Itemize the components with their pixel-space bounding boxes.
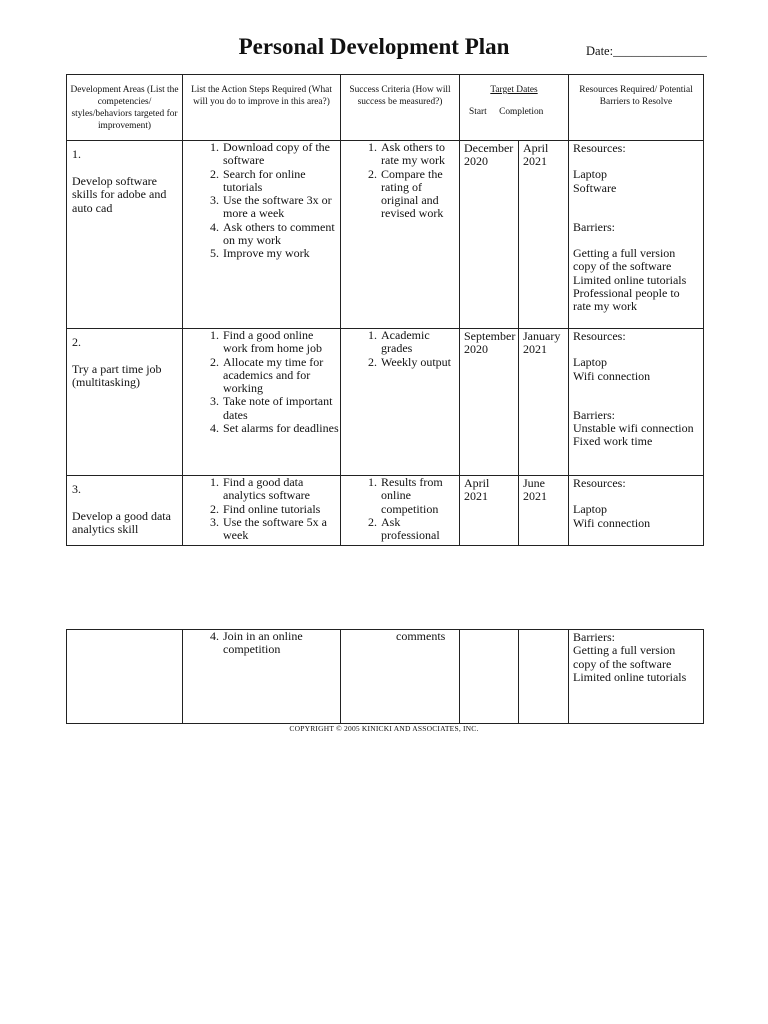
start-date-cell: April 2021	[460, 476, 519, 546]
barriers-label: Barriers:	[573, 630, 615, 644]
success-criteria-cell	[341, 476, 460, 546]
development-area-cell	[67, 630, 183, 724]
barrier-item: Limited online tutorials	[573, 272, 687, 287]
barriers-label: Barriers:	[573, 407, 615, 422]
success-criteria-cell	[341, 141, 460, 329]
development-area-cell	[67, 476, 183, 546]
action-steps-cell	[183, 476, 341, 546]
action-steps-cell	[183, 630, 341, 724]
resources-cell	[569, 141, 704, 329]
row-number: 3.	[72, 482, 81, 496]
criterion-continued: comments	[396, 629, 446, 643]
criterion: 2. Weekly output	[380, 356, 459, 369]
action-step: 1. Find a good data analytics software	[222, 476, 340, 503]
development-area-text: Try a part time job (multitasking)	[72, 362, 162, 390]
plan-table	[66, 74, 704, 546]
table-row	[67, 329, 704, 476]
header-resources: Resources Required/ Potential Barriers to Resolve	[569, 75, 704, 141]
action-step: 2. Allocate my time for academics and for working	[222, 356, 340, 396]
development-area-text: Develop a good data analytics skill	[72, 509, 171, 537]
criterion: 2. Compare the rating of original and revised work	[380, 168, 459, 221]
resources-cell	[569, 329, 704, 476]
criterion: 2. Ask professional	[380, 516, 459, 543]
barrier-item: Professional people to rate my work	[573, 286, 680, 314]
success-criteria-cell	[341, 630, 460, 724]
action-step: 5. Improve my work	[222, 247, 340, 260]
resource-item: Laptop	[573, 167, 607, 182]
action-step: 2. Search for online tutorials	[222, 168, 340, 195]
action-step: 1. Download copy of the software	[222, 141, 340, 168]
page-title: Personal Development Plan	[238, 34, 510, 59]
success-criteria-cell	[341, 329, 460, 476]
barrier-item: Unstable wifi connection	[573, 421, 694, 436]
target-dates-label: Target Dates	[490, 85, 538, 95]
header-development-areas: Development Areas (List the competencies/ styles/behaviors targeted for improvement)	[67, 75, 183, 141]
barrier-item: Getting a full version copy of the software	[573, 246, 676, 274]
criterion: 1. Ask others to rate my work	[380, 141, 459, 168]
development-area-cell	[67, 329, 183, 476]
header-target-dates	[460, 75, 569, 141]
resources-label: Resources:	[573, 476, 626, 490]
development-area-text: Develop software skills for adobe and auto cad	[72, 174, 167, 215]
action-steps-cell	[183, 141, 341, 329]
action-step: 3. Use the software 3x or more a week	[222, 194, 340, 221]
resources-cell	[569, 476, 704, 546]
resources-label: Resources:	[573, 141, 626, 155]
completion-date-cell: June 2021	[519, 476, 569, 546]
date-field: Date:_______________	[586, 44, 707, 58]
resources-label: Resources:	[573, 329, 626, 343]
barriers-label: Barriers:	[573, 219, 615, 234]
action-step: 3. Use the software 5x a week	[222, 516, 340, 543]
action-step: 4. Join in an online competition	[222, 630, 340, 657]
action-step: 1. Find a good online work from home job	[222, 329, 340, 356]
row-number: 1.	[72, 147, 81, 161]
completion-label: Completion	[499, 107, 544, 117]
table-row	[67, 630, 704, 724]
resource-item: Wifi connection	[573, 368, 651, 383]
action-step: 2. Find online tutorials	[222, 503, 340, 516]
action-steps-cell	[183, 329, 341, 476]
completion-date-cell	[519, 630, 569, 724]
start-date-cell	[460, 630, 519, 724]
header-success-criteria: Success Criteria (How will success be measured?)	[341, 75, 460, 141]
criterion: 1. Academic grades	[380, 329, 459, 356]
barrier-item: Fixed work time	[573, 434, 653, 449]
header-action-steps: List the Action Steps Required (What will you do to improve in this area?)	[183, 75, 341, 141]
copyright-footer: COPYRIGHT © 2005 KINICKI AND ASSOCIATES, INC.	[289, 724, 479, 733]
resource-item: Software	[573, 180, 617, 195]
table-row	[67, 141, 704, 329]
criterion: 1. Results from online competition	[380, 476, 459, 516]
completion-date-cell: January 2021	[519, 329, 569, 476]
start-label: Start	[469, 107, 487, 117]
development-area-cell	[67, 141, 183, 329]
action-step: 4. Set alarms for deadlines	[222, 422, 340, 435]
row-number: 2.	[72, 335, 81, 349]
barrier-item: Getting a full version copy of the software	[573, 643, 676, 671]
resource-item: Laptop	[573, 355, 607, 370]
resource-item: Wifi connection	[573, 515, 651, 530]
barrier-item: Limited online tutorials	[573, 669, 687, 684]
plan-table-continuation	[66, 629, 704, 724]
action-step: 4. Ask others to comment on my work	[222, 221, 340, 248]
resource-item: Laptop	[573, 502, 607, 517]
header-row	[67, 75, 704, 141]
start-date-cell: December 2020	[460, 141, 519, 329]
action-step: 3. Take note of important dates	[222, 395, 340, 422]
table-row	[67, 476, 704, 546]
resources-cell	[569, 630, 704, 724]
start-date-cell: September 2020	[460, 329, 519, 476]
completion-date-cell: April 2021	[519, 141, 569, 329]
